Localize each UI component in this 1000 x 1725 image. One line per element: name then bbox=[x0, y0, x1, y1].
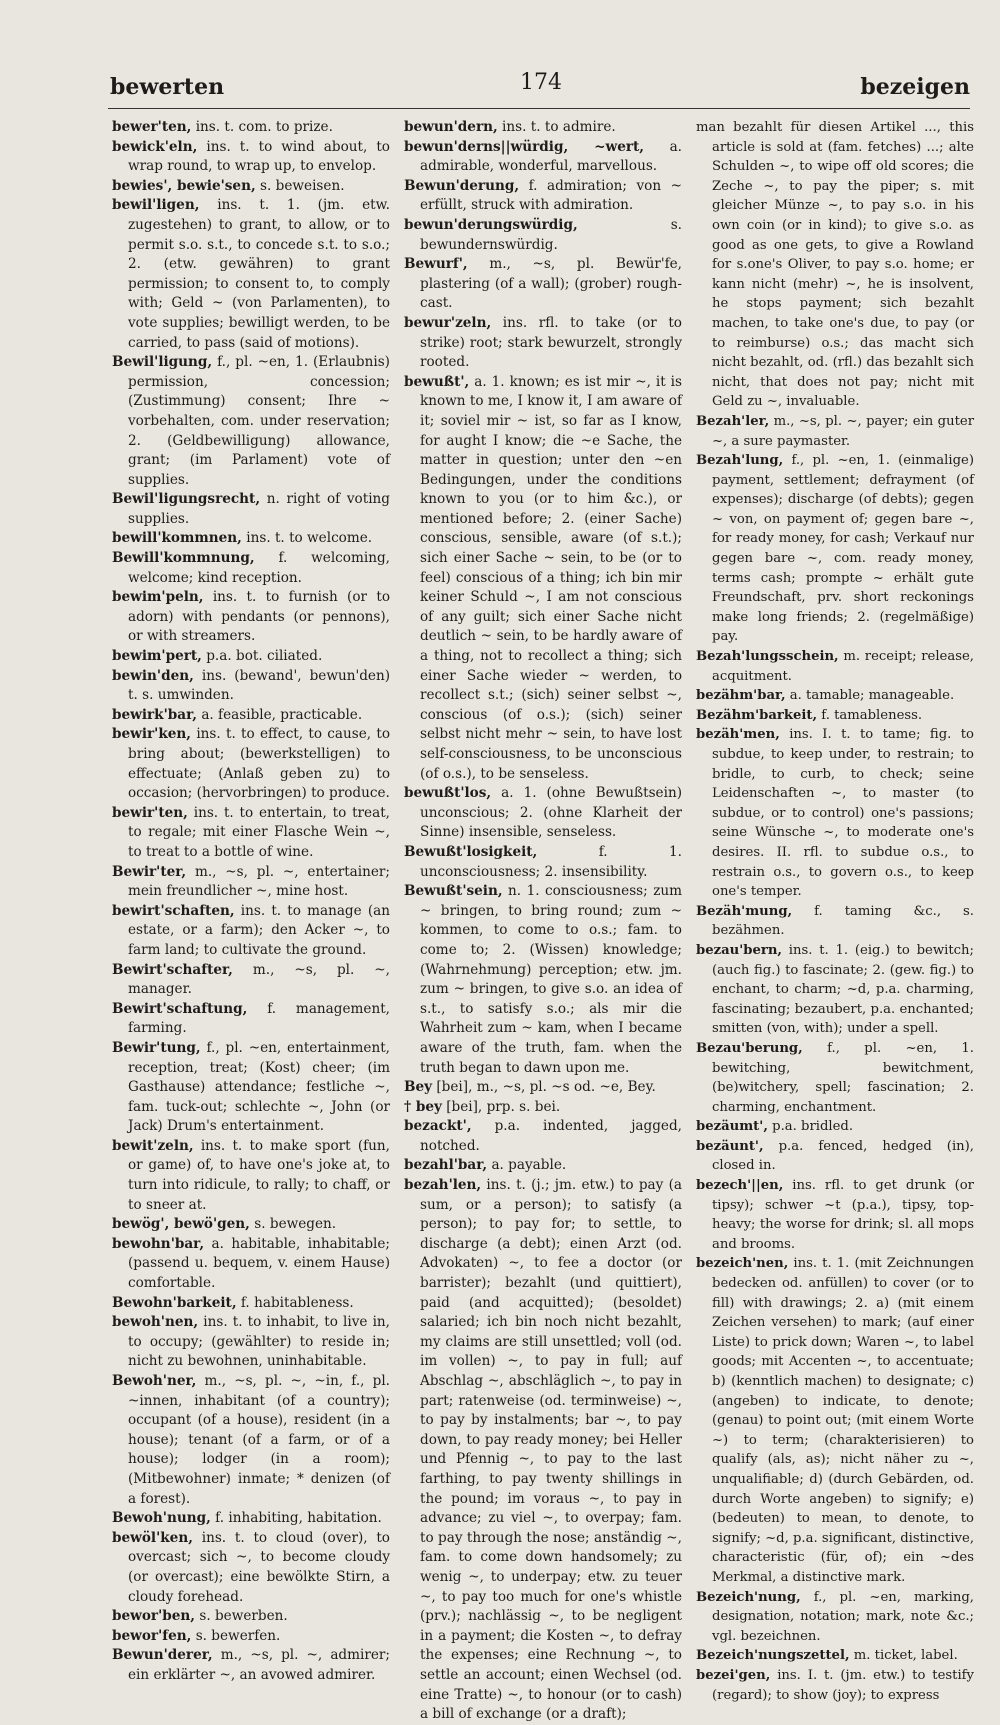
entry-definition: a. tamable; manageable. bbox=[789, 688, 955, 704]
dictionary-entry bbox=[112, 177, 390, 197]
column-1 bbox=[112, 118, 391, 1683]
entry-definition: ins. t. to effect, to cause, to bring about; (bewerkstelligen) to effectuate; (Anlaß geben zu) to occasion; (hervorbringen) to produce. bbox=[128, 726, 391, 802]
entry-definition: ins. t. to entertain, to treat, to regale; mit einer Flasche Wein ~, to treat to a bottle of wine. bbox=[128, 804, 390, 860]
entry-headword: bewirk'bar, bbox=[112, 706, 197, 723]
entry-headword: bewohn'bar, bbox=[112, 1235, 205, 1252]
dictionary-entry bbox=[404, 1176, 682, 1725]
entry-definition: a. admirable, wonderful, marvellous. bbox=[420, 138, 682, 175]
dictionary-entry bbox=[404, 177, 682, 216]
entry-headword: Bezah'ler, bbox=[696, 413, 770, 429]
entry-headword: Bewußt'losigkeit, bbox=[404, 843, 538, 860]
entry-definition: m., ~s, pl. ~, admirer; ein erklärter ~, an avowed admirer. bbox=[128, 1647, 390, 1683]
entry-headword: bewir'ten, bbox=[112, 804, 188, 821]
entry-headword: bewil'ligen, bbox=[112, 197, 200, 214]
entry-headword: Bewoh'ner, bbox=[112, 1373, 197, 1389]
entry-headword: bewun'dern, bbox=[404, 119, 498, 135]
entry-headword: bewun'derungswürdig, bbox=[404, 216, 578, 233]
entry-headword: Bewirt'schaftung, bbox=[112, 1000, 248, 1017]
entry-definition: f., pl. ~en, 1. (Erlaubnis) permission, concession; (Zustimmung) consent; Ihre ~ vorbehalten, com. under reservation; 2. (Geldbewilligung) allowance, grant; (im Parlament) vote of supplies. bbox=[128, 354, 390, 488]
dictionary-entry bbox=[112, 863, 390, 902]
dictionary-entry bbox=[112, 961, 390, 1000]
entry-headword: bewög', bewö'gen, bbox=[112, 1216, 250, 1233]
entry-headword: Bewurf', bbox=[404, 256, 468, 273]
entry-definition: a. payable. bbox=[491, 1157, 567, 1174]
entry-definition: m. ticket, label. bbox=[853, 1648, 958, 1664]
entry-definition: f., pl. ~en, 1. bewitching, bewitchment, (be)witchery, spell; fascination; 2. charming, enchantment. bbox=[712, 1040, 974, 1115]
entry-definition: n. right of voting supplies. bbox=[128, 491, 390, 527]
entry-headword: bewur'zeln, bbox=[404, 314, 492, 331]
entry-definition: n. 1. consciousness; zum ~ bringen, to bring round; zum ~ kommen, to come to o.s.; fam. to come to; 2. (Wissen) knowledge; (Wahrnehmung) perception; etw. jm. zum ~ bringen, to give s.o. an idea of s.t., to satisfy s.o.; als mir die Wahrheit zum ~ kam, when I became aware of the truth, fam. when the truth began to dawn upon me. bbox=[420, 883, 682, 1076]
dictionary-entry bbox=[404, 255, 682, 314]
entry-definition: [bei], m., ~s, pl. ~s od. ~e, Bey. bbox=[436, 1079, 656, 1096]
entry-definition: p.a. indented, jagged, notched. bbox=[420, 1118, 682, 1154]
entry-headword: bewill'kommnen, bbox=[112, 530, 242, 547]
entry-headword: bezah'len, bbox=[404, 1177, 482, 1194]
column-3 bbox=[696, 118, 975, 1703]
entry-headword: Bewußt'sein, bbox=[404, 883, 503, 900]
entry-definition: ins. rfl. to get drunk (or tipsy); schwer ~t (p.a.), tipsy, top-heavy; the worse for drink; sl. all mops and brooms. bbox=[712, 1178, 974, 1252]
dictionary-entry bbox=[112, 1294, 390, 1314]
column-2 bbox=[404, 118, 682, 1723]
entry-headword: bezech'||en, bbox=[696, 1178, 784, 1194]
page-number: 174 bbox=[520, 70, 562, 95]
page-header bbox=[110, 66, 970, 106]
dictionary-entry bbox=[112, 118, 390, 138]
entry-headword: Bewill'kommnung, bbox=[112, 550, 255, 567]
dictionary-entry bbox=[112, 1646, 390, 1685]
entry-definition: ins. (bewand', bewun'den) t. s. umwinden. bbox=[128, 667, 391, 704]
entry-definition: ins. t. to manage (an estate, or a farm); den Acker ~, to farm land; to cultivate the ground. bbox=[128, 902, 390, 958]
entry-definition: [bei], prp. s. bei. bbox=[446, 1098, 561, 1115]
entry-headword: bewor'ben, bbox=[112, 1608, 196, 1625]
entry-definition: ins. t. to make sport (fun, or game) of, to have one's joke at, to turn into ridicule, to rally; to chaff, or to sneer at. bbox=[128, 1137, 390, 1213]
entry-definition: f. management, farming. bbox=[128, 1000, 390, 1037]
entry-headword: bezahl'bar, bbox=[404, 1157, 488, 1174]
entry-headword: bewoh'nen, bbox=[112, 1314, 199, 1331]
entry-definition: ins. t. to welcome. bbox=[246, 530, 373, 547]
entry-headword: bezäh'men, bbox=[696, 727, 780, 743]
entry-definition: m., ~s, pl. Bewür'fe, plastering (of a wall); (grober) rough-cast. bbox=[420, 256, 682, 312]
entry-definition: m., ~s, pl. ~, manager. bbox=[128, 961, 391, 998]
entry-definition: ins. t. to inhabit, to live in, to occupy; (gewählter) to reside in; nicht zu bewohnen, uninhabitable. bbox=[128, 1314, 390, 1370]
dictionary-entry bbox=[404, 138, 682, 177]
entry-headword: Bewir'ter, bbox=[112, 863, 187, 880]
dictionary-entry bbox=[112, 667, 390, 706]
entry-headword: bezähm'bar, bbox=[696, 688, 786, 704]
entry-definition: f., pl. ~en, 1. (einmalige) payment, settlement; defrayment (of expenses); discharge (of debts); gegen ~ von, on payment of; gegen bare ~, for ready money, for cash; Verkauf nur gegen bare ~, com. ready money, terms cash; prompte ~ erhält gute Freundschaft, prv. short reckonings make long friends; 2. (regelmäßige) pay. bbox=[712, 453, 974, 645]
dictionary-entry bbox=[696, 1039, 974, 1117]
entry-definition: ins. t. to furnish (or to adorn) with pendants (or pennons), or with streamers. bbox=[128, 589, 391, 645]
entry-headword: Bezäh'mung, bbox=[696, 903, 793, 919]
dictionary-entry bbox=[696, 725, 974, 901]
dictionary-entry bbox=[112, 725, 390, 803]
entry-headword: Bewun'derer, bbox=[112, 1647, 213, 1664]
dictionary-entry bbox=[404, 1117, 682, 1156]
dictionary-entry bbox=[112, 1000, 390, 1039]
entry-headword: Bezeich'nungszettel, bbox=[696, 1648, 850, 1664]
dictionary-entry bbox=[112, 1509, 390, 1529]
dictionary-entry bbox=[696, 1666, 974, 1705]
dictionary-entry bbox=[696, 902, 974, 941]
entry-definition: a. 1. known; es ist mir ~, it is known to me, I know it, I am aware of it; soviel mir ~ ist, so far as I know, for aught I know; die ~e Sache, the matter in question; unter den ~en Bedingungen, under the conditions known to you (or to him &c.), or mentioned before; 2. (einer Sache) conscious, sensible, aware (of s.t.); sich einer Sache ~ sein, to be (or to feel) conscious of a thing; ich bin mir keiner Schuld ~, I am not conscious of any guilt; sich einer Sache nicht deutlich ~ sein, to be hardly aware of a thing, not to recollect a thing; sich einer Sache wieder ~ werden, to recollect s.t.; (sich) seiner selbst ~, conscious (of o.s.); (sich) seiner selbst nicht mehr ~ sein, to have lost self-consciousness, to be unconscious (of o.s.), to be senseless. bbox=[420, 373, 682, 782]
entry-headword: Bewir'tung, bbox=[112, 1039, 201, 1056]
entry-headword: bezei'gen, bbox=[696, 1667, 771, 1683]
entry-headword: bewußt'los, bbox=[404, 785, 492, 802]
dictionary-entry bbox=[112, 902, 390, 961]
dictionary-entry bbox=[112, 1039, 390, 1137]
dictionary-entry bbox=[112, 647, 390, 667]
dictionary-entry bbox=[696, 412, 974, 451]
dictionary-entry bbox=[696, 1137, 974, 1176]
entry-headword: bezau'bern, bbox=[696, 942, 783, 958]
entry-headword: Bezau'berung, bbox=[696, 1040, 803, 1056]
dictionary-entry bbox=[112, 1235, 390, 1294]
entry-definition: ins. t. to cloud (over), to overcast; sich ~, to become cloudy (or overcast); eine bewölkte Stirn, a cloudy forehead. bbox=[128, 1529, 390, 1605]
entry-headword: † bey bbox=[404, 1098, 442, 1115]
entry-headword: Bezeich'nung, bbox=[696, 1589, 801, 1605]
left-running-headword: bewerten bbox=[110, 74, 225, 100]
dictionary-entry bbox=[404, 1078, 682, 1098]
dictionary-entry bbox=[112, 1215, 390, 1235]
entry-definition: ins. t. com. to prize. bbox=[195, 119, 333, 135]
entry-definition: m. receipt; release, acquitment. bbox=[712, 649, 974, 684]
entry-definition: f. habitableness. bbox=[240, 1294, 354, 1311]
entry-definition: f. 1. unconsciousness; 2. insensibility. bbox=[420, 843, 682, 880]
dictionary-entry bbox=[404, 1098, 682, 1118]
entry-headword: bezäumt', bbox=[696, 1119, 768, 1135]
entry-definition: f., pl. ~en, marking, designation, notation; mark, note &c.; vgl. bezeichnen. bbox=[712, 1589, 974, 1644]
entry-definition: ins. t. (j.; jm. etw.) to pay (a sum, or a person); to satisfy (a person); to pay for; to settle, to discharge (a debt); einen Arzt (od. Advokaten) ~, to fee a doctor (or barrister); bezahlt (und quittiert), paid (and acquitted); (besoldet) salaried; ich bin noch nicht bezahlt, my claims are still unsettled; voll (od. im vollen) ~, to pay in full; auf Abschlag ~, abschläglich ~, to pay in part; ratenweise (od. terminweise) ~, to pay by instalments; bar ~, to pay down, to pay ready money; bei Heller und Pfennig ~, to pay to the last farthing, to pay twenty shillings in the pound; im voraus ~, to pay in advance; zu viel ~, to overpay; fam. to pay through the nose; anständig ~, fam. to come down handsomely; zu wenig ~, to underpay; etw. zu teuer ~, to pay too much for one's whistle (prv.); nachlässig ~, to be negligent in a payment; die Kosten ~, to defray the expenses; eine Rechnung ~, to settle an account; einen Wechsel (od. eine Tratte) ~, to honour (or to cash) a bill of exchange (or a draft); bbox=[420, 1177, 682, 1723]
entry-definition: p.a. fenced, hedged (in), closed in. bbox=[712, 1138, 974, 1174]
entry-headword: bewim'pert, bbox=[112, 648, 202, 665]
entry-definition: f. taming &c., s. bezähmen. bbox=[712, 903, 974, 939]
dictionary-entry bbox=[404, 784, 682, 843]
entry-definition: m., ~s, pl. ~, payer; ein guter ~, a sure paymaster. bbox=[712, 413, 974, 449]
dictionary-entry bbox=[112, 1313, 390, 1372]
dictionary-entry bbox=[696, 1176, 974, 1254]
entry-headword: Bewohn'barkeit, bbox=[112, 1294, 237, 1311]
columns bbox=[112, 118, 975, 1723]
entry-headword: bewor'fen, bbox=[112, 1627, 192, 1644]
dictionary-entry bbox=[112, 196, 390, 353]
dictionary-entry bbox=[112, 1372, 390, 1509]
entry-headword: Bewun'derung, bbox=[404, 177, 520, 194]
entry-headword: bewun'derns||würdig, ~wert, bbox=[404, 138, 645, 155]
dictionary-entry bbox=[404, 882, 682, 1078]
entry-definition: ins. t. 1. (eig.) to bewitch; (auch fig.) to fascinate; 2. (gew. fig.) to enchant, to charm; ~d, p.a. charming, fascinating; bezaubert, p.a. enchanted; smitten (von, with); under a spell. bbox=[712, 942, 974, 1037]
entry-definition: man bezahlt für diesen Artikel ..., this article is sold at (fam. fetches) ...; alte Schulden ~, to wipe off old scores; die Zeche ~, to pay the piper; s. mit gleicher Münze ~, to pay s.o. in his own coin (or in kind); to give s.o. as good as one gets, to give a Rowland for s.one's Oliver, to pay s.o. home; er kann nicht (mehr) ~, he is insolvent, he stops payment; sich bezahlt machen, to take one's due, to pay (or to reimburse) o.s.; das macht sich nicht bezahlt, od. (rfl.) das bezahlt sich nicht, that does not pay; nicht mit Geld zu ~, invaluable. bbox=[696, 120, 974, 410]
entry-headword: Bewil'ligungsrecht, bbox=[112, 491, 261, 508]
entry-headword: Bezah'lung, bbox=[696, 453, 784, 469]
dictionary-entry bbox=[112, 1627, 390, 1647]
entry-definition: p.a. bot. ciliated. bbox=[206, 648, 323, 665]
dictionary-entry bbox=[696, 1117, 974, 1137]
entry-definition: s. bewerfen. bbox=[195, 1627, 281, 1644]
entry-definition: f. inhabiting, habitation. bbox=[215, 1510, 382, 1527]
entry-definition: ins. I. t. (jm. etw.) to testify (regard); to show (joy); to express bbox=[712, 1667, 974, 1703]
dictionary-entry bbox=[112, 1137, 390, 1215]
entry-definition: m., ~s, pl. ~, ~in, f., pl. ~innen, inhabitant (of a country); occupant (of a house), resident (in a house); tenant (of a farm, or of a house); lodger (in a room); (Mitbewohner) inmate; * denizen (of a forest). bbox=[128, 1373, 390, 1507]
entry-definition: ins. t. 1. (jm. etw. zugestehen) to grant, to allow, or to permit s.o. s.t., to concede s.t. to s.o.; 2. (etw. gewähren) to grant permission; to consent to, to comply with; Geld ~ (von Parlamenten), to vote supplies; bewilligt werden, to be carried, to pass (said of motions). bbox=[128, 197, 390, 351]
entry-definition: ins. t. 1. (mit Zeichnungen bedecken od. anfüllen) to cover (or to fill) with drawings; 2. a) (mit einem Zeichen versehen) to mark; (auf einer Liste) to prick down; Waren ~, to label goods; mit Accenten ~, to accentuate; b) (kenntlich machen) to designate; c) (angeben) to indicate, to denote; (genau) to point out; (mit einem Worte ~) to term; (charakterisieren) to qualify (als, as); nicht näher zu ~, unqualifiable; d) (durch Gebärden, od. durch Worte angeben) to signify; e) (bedeuten) to mean, to denote, to signify; ~d, p.a. significant, distinctive, characteristic (für, of); ein ~des Merkmal, a distinctive mark. bbox=[712, 1256, 975, 1585]
entry-headword: Bewil'ligung, bbox=[112, 354, 213, 371]
dictionary-entry bbox=[112, 804, 390, 863]
dictionary-entry bbox=[112, 706, 390, 726]
entry-definition: ins. t. to admire. bbox=[502, 119, 616, 135]
entry-definition: ins. I. t. to tame; fig. to subdue, to keep under, to restrain; to bridle, to curb, to check; seine Leidenschaften ~, to master (to subdue, or to control) one's passions; seine Wünsche ~, to moderate one's desires. II. rfl. to subdue o.s., to restrain o.s., to govern o.s., to keep one's temper. bbox=[712, 727, 974, 900]
entry-headword: bewin'den, bbox=[112, 667, 194, 684]
dictionary-entry bbox=[696, 647, 974, 686]
entry-headword: bezackt', bbox=[404, 1118, 472, 1135]
dictionary-entry bbox=[696, 451, 974, 647]
dictionary-entry bbox=[112, 490, 390, 529]
dictionary-entry bbox=[696, 1588, 974, 1647]
entry-headword: Bezah'lungsschein, bbox=[696, 649, 839, 665]
dictionary-entry bbox=[112, 1529, 390, 1607]
entry-definition: a. feasible, practicable. bbox=[201, 706, 363, 723]
dictionary-entry bbox=[112, 1607, 390, 1627]
entry-headword: bewirt'schaften, bbox=[112, 902, 235, 919]
right-running-headword: bezeigen bbox=[860, 74, 970, 100]
dictionary-entry bbox=[696, 706, 974, 726]
entry-definition: p.a. bridled. bbox=[772, 1119, 854, 1135]
dictionary-entry bbox=[404, 314, 682, 373]
entry-definition: ins. t. to wind about, to wrap round, to wrap up, to envelop. bbox=[128, 138, 390, 175]
dictionary-entry bbox=[112, 529, 390, 549]
header-rule bbox=[108, 108, 970, 109]
dictionary-entry bbox=[404, 118, 682, 138]
entry-definition: f. tamableness. bbox=[821, 707, 923, 723]
entry-definition: ins. rfl. to take (or to strike) root; stark bewurzelt, strongly rooted. bbox=[420, 314, 682, 371]
entry-headword: Bezähm'barkeit, bbox=[696, 707, 818, 723]
entry-definition: m., ~s, pl. ~, entertainer; mein freundlicher ~, mine host. bbox=[128, 863, 391, 900]
entry-headword: bewir'ken, bbox=[112, 726, 192, 743]
entry-definition: s. bewerben. bbox=[199, 1608, 288, 1625]
entry-headword: bewit'zeln, bbox=[112, 1137, 194, 1154]
dictionary-entry bbox=[112, 138, 390, 177]
entry-headword: Bey bbox=[404, 1079, 433, 1096]
dictionary-entry bbox=[112, 549, 390, 588]
dictionary-entry bbox=[696, 1254, 974, 1587]
entry-headword: bezeich'nen, bbox=[696, 1256, 789, 1272]
entry-headword: bewick'eln, bbox=[112, 138, 198, 155]
dictionary-entry bbox=[112, 588, 390, 647]
entry-headword: Bewirt'schafter, bbox=[112, 961, 233, 978]
dictionary-entry bbox=[404, 373, 682, 784]
entry-headword: bewies', bewie'sen, bbox=[112, 177, 256, 194]
dictionary-entry bbox=[696, 118, 974, 412]
dictionary-entry bbox=[696, 1646, 974, 1666]
entry-definition: a. 1. (ohne Bewußtsein) unconscious; 2. (ohne Klarheit der Sinne) insensible, senseless. bbox=[420, 785, 682, 841]
entry-definition: f. admiration; von ~ erfüllt, struck with admiration. bbox=[420, 177, 682, 214]
entry-headword: bewöl'ken, bbox=[112, 1529, 193, 1546]
dictionary-entry bbox=[404, 843, 682, 882]
entry-headword: bezäunt', bbox=[696, 1138, 764, 1154]
dictionary-entry bbox=[404, 1156, 682, 1176]
entry-definition: f., pl. ~en, entertainment, reception, treat; (Kost) cheer; (im Gasthause) attendance; festliche ~, fam. tuck-out; schlechte ~, John (or Jack) Drum's entertainment. bbox=[128, 1039, 390, 1135]
entry-definition: f. welcoming, welcome; kind reception. bbox=[128, 550, 390, 586]
entry-headword: bewer'ten, bbox=[112, 119, 192, 135]
entry-headword: Bewoh'nung, bbox=[112, 1510, 211, 1527]
entry-definition: s. bewegen. bbox=[254, 1216, 337, 1233]
dictionary-entry bbox=[404, 216, 682, 255]
dictionary-entry bbox=[112, 353, 390, 490]
entry-definition: s. beweisen. bbox=[260, 177, 345, 194]
entry-headword: bewußt', bbox=[404, 373, 470, 390]
entry-definition: s. bewundernswürdig. bbox=[420, 216, 682, 253]
entry-definition: a. habitable, inhabitable; (passend u. bequem, v. einem Hause) comfortable. bbox=[128, 1235, 390, 1292]
dictionary-entry bbox=[696, 686, 974, 706]
entry-headword: bewim'peln, bbox=[112, 589, 204, 606]
dictionary-entry bbox=[696, 941, 974, 1039]
